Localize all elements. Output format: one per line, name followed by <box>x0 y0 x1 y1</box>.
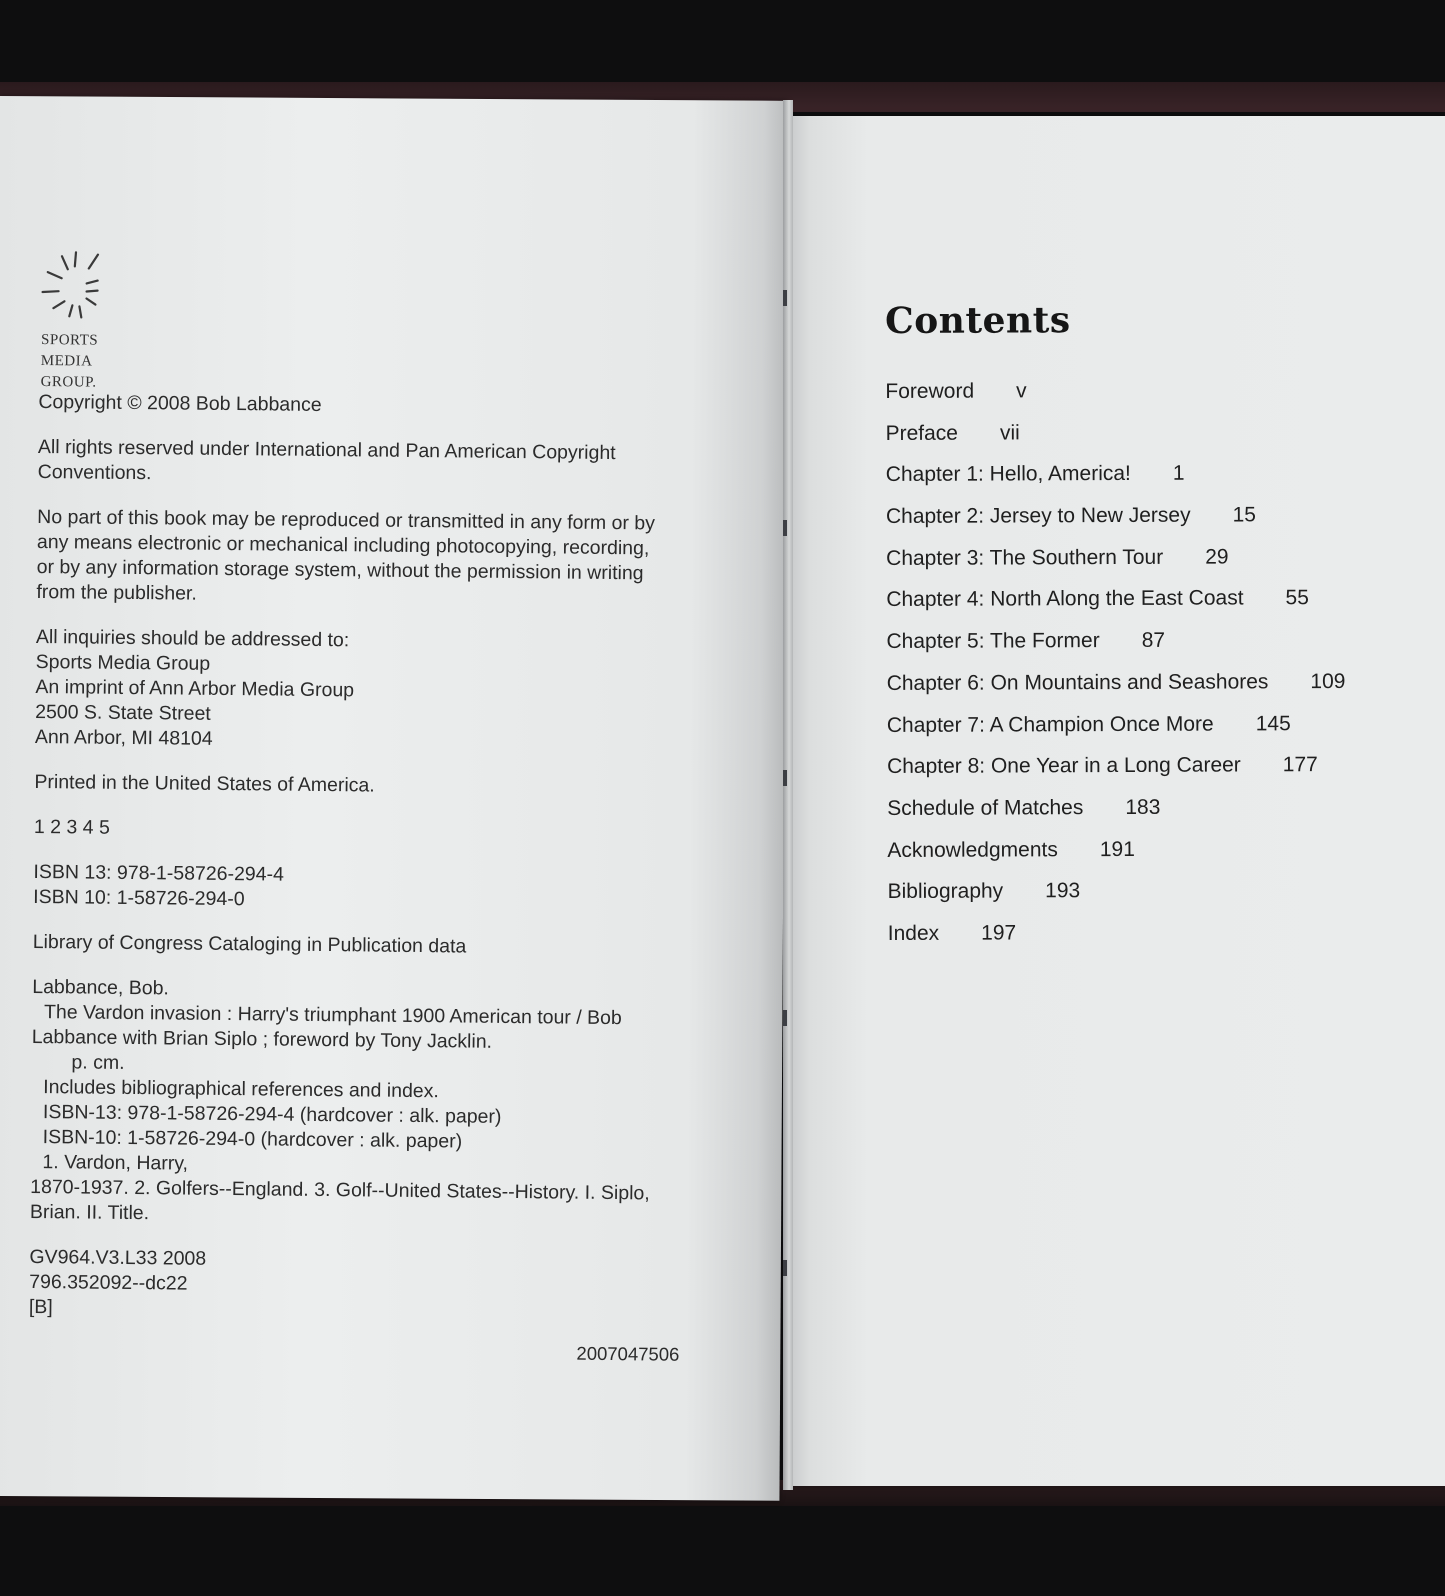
toc-entry-page: v <box>1016 379 1027 403</box>
book-gutter <box>783 100 793 1490</box>
toc-entry <box>886 461 1406 505</box>
cip-author: Labbance, Bob. <box>32 975 170 1000</box>
toc-entry-title: Foreword <box>885 379 975 403</box>
toc-entry-title: Chapter 3: The Southern Tour <box>886 545 1164 570</box>
toc-entry <box>886 419 1406 463</box>
toc-list <box>885 378 1408 964</box>
text-line: 2500 S. State Street <box>35 700 211 725</box>
lccn-number: 2007047506 <box>576 1342 680 1365</box>
classification-block <box>29 1245 730 1327</box>
table-of-contents <box>885 298 1408 964</box>
toc-entry-page: 197 <box>981 921 1017 945</box>
toc-entry <box>888 920 1408 964</box>
reproduction-notice <box>36 505 737 612</box>
toc-entry <box>887 836 1407 880</box>
toc-entry-page: 145 <box>1255 711 1291 735</box>
cip-includes: Includes bibliographical references and index. <box>43 1076 439 1103</box>
toc-entry-title: Bibliography <box>887 879 1004 904</box>
toc-entry-page: 87 <box>1141 628 1166 653</box>
logo-line: MEDIA <box>40 353 93 370</box>
toc-entry-title: Chapter 8: One Year in a Long Career <box>886 753 1241 779</box>
print-numbers: 1 2 3 4 5 <box>33 815 110 839</box>
sunburst-icon <box>39 250 120 326</box>
dewey-classification: 796.352092--dc22 <box>29 1270 188 1295</box>
toc-entry <box>886 544 1406 588</box>
toc-entry <box>887 795 1407 839</box>
text-line: Conventions. <box>37 460 152 485</box>
text-line: All rights reserved under International and Pan American Copyright <box>37 435 616 465</box>
page-title: Contents <box>885 299 1071 342</box>
toc-entry-title: Schedule of Matches <box>887 796 1084 820</box>
text-line: Sports Media Group <box>35 650 211 675</box>
toc-entry-title: Index <box>887 921 940 945</box>
binding-stitch <box>783 290 787 306</box>
toc-entry-title: Preface <box>885 421 959 445</box>
toc-entry-page: 191 <box>1099 837 1135 861</box>
toc-entry-page: 177 <box>1282 753 1318 777</box>
cip-isbn10: ISBN-10: 1-58726-294-0 (hardcover : alk. paper) <box>42 1126 463 1153</box>
toc-entry <box>888 878 1408 922</box>
publisher-address <box>35 625 736 757</box>
toc-entry-title: Chapter 7: A Champion Once More <box>886 712 1214 737</box>
cip-subject: 1. Vardon, Harry, <box>42 1151 189 1175</box>
text-line: or by any information storage system, without the permission in writing <box>36 555 644 585</box>
copyright-line: Copyright © 2008 Bob Labbance <box>38 390 322 416</box>
binding-stitch <box>783 770 787 786</box>
toc-entry-page: 15 <box>1232 503 1256 527</box>
toc-entry-title: Chapter 5: The Former <box>886 629 1100 654</box>
toc-entry-page: 109 <box>1310 669 1346 693</box>
isbn-10: ISBN 10: 1-58726-294-0 <box>33 885 245 911</box>
biography-code: [B] <box>28 1295 53 1319</box>
toc-entry-page: 29 <box>1205 545 1229 569</box>
toc-entry <box>887 711 1407 755</box>
cip-isbn13: ISBN-13: 978-1-58726-294-4 (hardcover : alk. paper) <box>42 1101 502 1128</box>
cip-entry <box>30 975 733 1232</box>
lc-classification: GV964.V3.L33 2008 <box>29 1245 207 1270</box>
toc-entry-title: Chapter 1: Hello, America! <box>885 462 1131 487</box>
toc-entry <box>887 670 1407 714</box>
text-line: Ann Arbor, MI 48104 <box>34 725 213 750</box>
toc-entry-page: 183 <box>1125 795 1161 819</box>
binding-stitch <box>783 1260 787 1276</box>
rights-paragraph <box>38 435 738 492</box>
toc-entry <box>886 586 1406 630</box>
toc-entry-title: Chapter 6: On Mountains and Seashores <box>886 670 1269 695</box>
isbn-block <box>33 860 733 917</box>
toc-entry <box>887 753 1407 797</box>
logo-line: SPORTS <box>40 332 99 349</box>
toc-entry <box>885 378 1405 422</box>
cip-title: Labbance with Brian Siplo ; foreword by Tony Jacklin. <box>31 1025 493 1053</box>
cip-title: The Vardon invasion : Harry's triumphant 1900 American tour / Bob <box>43 1001 622 1030</box>
toc-entry-page: 55 <box>1285 586 1309 610</box>
cip-subject: Brian. II. Title. <box>29 1200 150 1225</box>
binding-stitch <box>783 1010 787 1026</box>
isbn-13: ISBN 13: 978-1-58726-294-4 <box>33 860 285 886</box>
text-line: any means electronic or mechanical including photocopying, recording, <box>36 530 650 560</box>
text-line: from the publisher. <box>36 580 197 605</box>
cip-heading: Library of Congress Cataloging in Publication data <box>32 930 467 958</box>
text-line: An imprint of Ann Arbor Media Group <box>35 675 355 702</box>
toc-entry-title: Acknowledgments <box>887 837 1058 862</box>
toc-entry-page: 1 <box>1172 462 1185 486</box>
printed-in-line: Printed in the United States of America. <box>34 770 375 797</box>
toc-entry-title: Chapter 2: Jersey to New Jersey <box>885 503 1191 529</box>
text-line: No part of this book may be reproduced or transmitted in any form or by <box>37 505 656 535</box>
text-line: All inquiries should be addressed to: <box>35 625 350 652</box>
logo-line: GROUP. <box>40 374 97 391</box>
toc-entry <box>886 628 1406 672</box>
cip-subject: 1870-1937. 2. Golfers--England. 3. Golf--United States--History. I. Siplo, <box>30 1175 650 1205</box>
toc-entry-page: vii <box>999 421 1020 445</box>
toc-entry-title: Chapter 4: North Along the East Coast <box>886 586 1244 612</box>
binding-stitch <box>783 520 787 536</box>
toc-entry <box>886 503 1406 547</box>
toc-entry-page: 193 <box>1045 879 1081 903</box>
cip-pages: p. cm. <box>71 1051 125 1074</box>
copyright-page-text <box>28 250 740 1365</box>
publisher-logo <box>39 250 160 391</box>
